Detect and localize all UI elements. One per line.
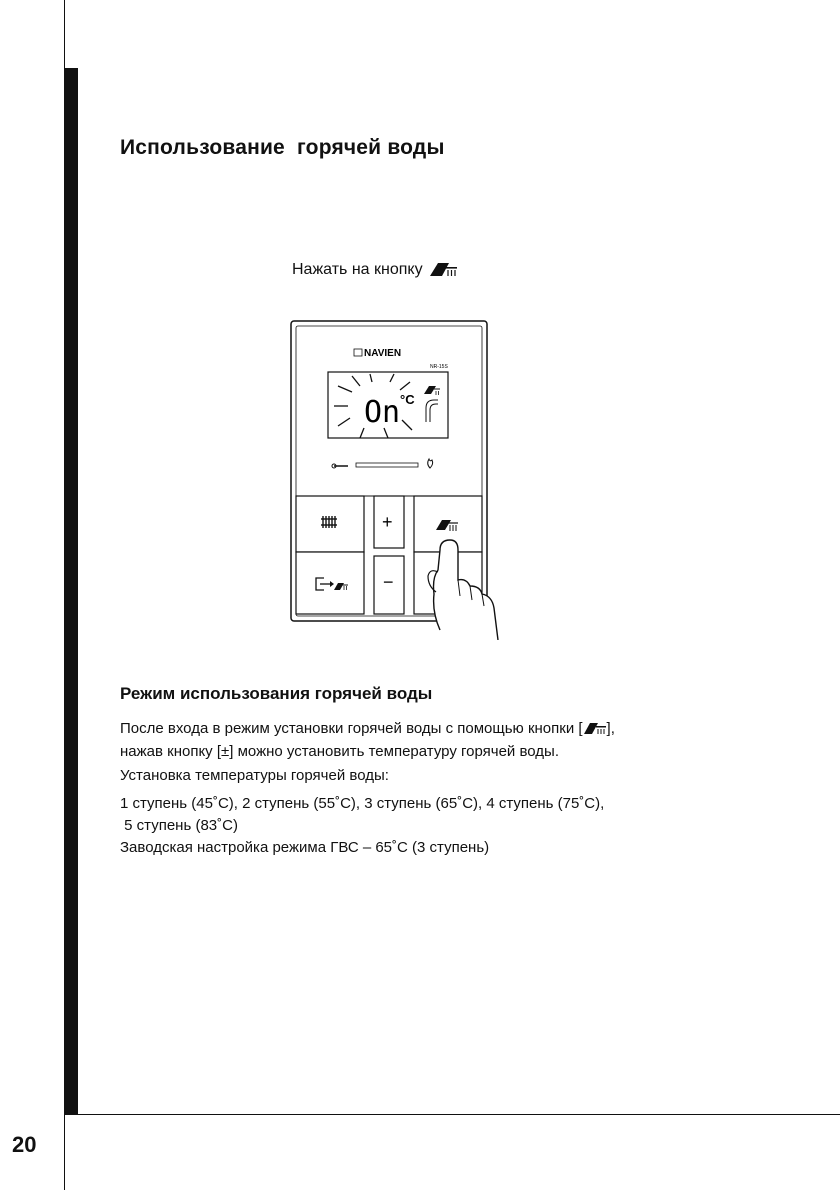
hot-water-tap-icon: [583, 721, 607, 735]
plus-label: +: [382, 512, 393, 532]
flame-level-bar: [356, 463, 418, 467]
svg-text:NAVIEN: NAVIEN: [364, 348, 402, 359]
body-line-3: Установка температуры горячей воды:: [120, 767, 389, 784]
minus-label: −: [383, 572, 394, 592]
sidebar-bar: [64, 68, 78, 1114]
lcd-value: On: [364, 395, 401, 430]
instruction: [292, 261, 459, 279]
page-number: 20: [12, 1132, 37, 1157]
footer-divider: [64, 1114, 840, 1115]
body-line-1: После входа в режим установки горячей воды с помощью кнопки [ ],: [120, 720, 615, 737]
model-label: NR-15S: [430, 364, 448, 370]
body-line-4: 1 ступень (45˚C), 2 ступень (55˚C), 3 ступень (65˚C), 4 ступень (75˚C),: [120, 795, 605, 812]
section-title: Режим использования горячей воды: [120, 684, 433, 703]
lcd-unit: °C: [400, 392, 415, 407]
body-line-5: 5 ступень (83˚C): [120, 817, 238, 834]
controller-illustration: [290, 320, 520, 640]
instruction-text: Нажать на кнопку: [292, 261, 423, 278]
page-title: Использование горячей воды: [120, 136, 445, 159]
radiator-icon: [321, 516, 337, 528]
heating-button[interactable]: [296, 496, 364, 552]
body-line-2: нажав кнопку [±] можно установить температуру горячей воды.: [120, 743, 559, 760]
hot-water-tap-icon: [429, 261, 459, 277]
body-line-6: Заводская настройка режима ГВС – 65˚C (3 ступень): [120, 839, 490, 856]
